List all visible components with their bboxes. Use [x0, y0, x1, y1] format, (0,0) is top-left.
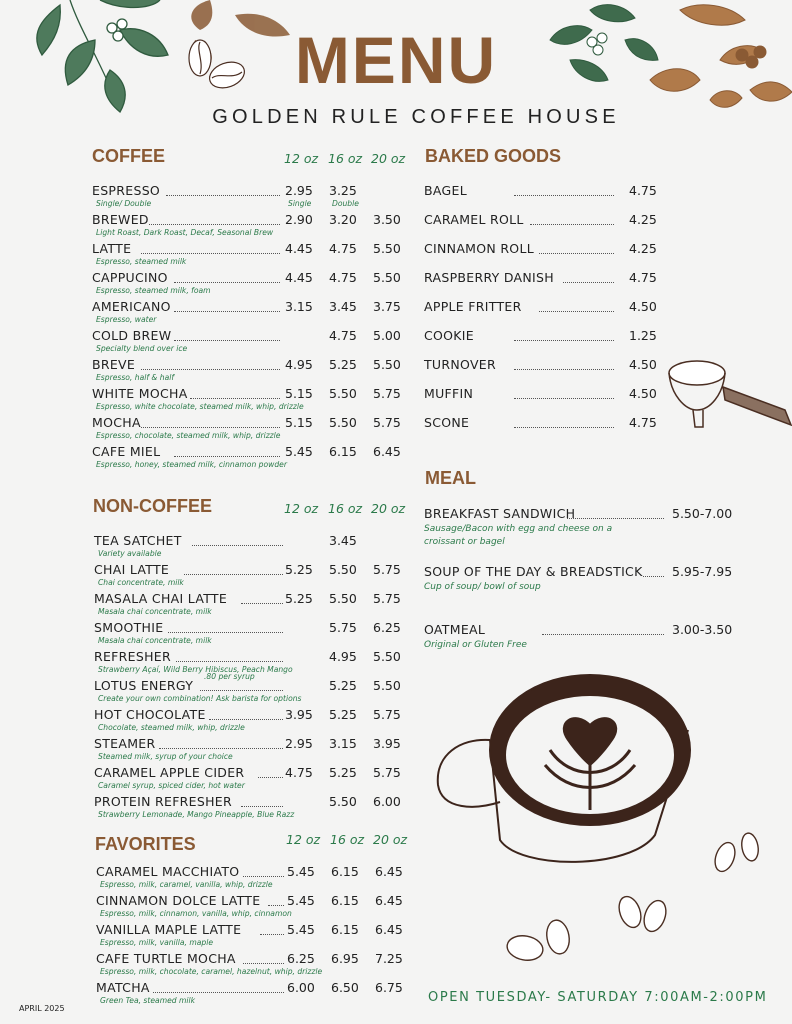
price-20oz: 7.25	[375, 951, 403, 966]
col-20oz-noncoffee: 20 oz	[371, 501, 406, 516]
dotted-leader	[258, 777, 283, 778]
price-16oz: 6.50	[331, 980, 359, 995]
dotted-leader	[174, 282, 280, 283]
item-name: CARAMEL ROLL	[424, 212, 524, 227]
coffee-beans-sketch	[500, 820, 770, 970]
dotted-leader	[243, 963, 284, 964]
price-12oz: 5.25	[285, 591, 313, 606]
baked-item	[424, 241, 664, 271]
item-description: Cup of soup/ bowl of soup	[424, 582, 541, 592]
dotted-leader	[192, 545, 283, 546]
price-20oz: 6.75	[375, 980, 403, 995]
item-price: 5.95-7.95	[672, 564, 733, 579]
price-12oz: 3.15	[285, 299, 313, 314]
baked-item	[424, 212, 664, 242]
baked-item	[424, 328, 664, 358]
dotted-leader	[514, 340, 614, 341]
price-16oz: 4.75	[329, 270, 357, 285]
price-16oz: 5.50	[329, 386, 357, 401]
price-20oz: 5.75	[373, 765, 401, 780]
item-description: Espresso, milk, cinnamon, vanilla, whip, cinnamon	[100, 909, 292, 918]
item-price: 5.50-7.00	[672, 506, 733, 521]
item-description: Original or Gluten Free	[424, 640, 527, 650]
item-price: 1.25	[629, 328, 657, 343]
dotted-leader	[260, 934, 284, 935]
baked-item	[424, 299, 664, 329]
item-description: Specialty blend over ice	[96, 344, 188, 353]
noncoffee-item	[94, 672, 424, 708]
price-12oz: 5.45	[287, 922, 315, 937]
baked-item	[424, 183, 664, 213]
price-12oz: 6.25	[287, 951, 315, 966]
price-12oz: 4.45	[285, 241, 313, 256]
price-16oz: 5.25	[329, 765, 357, 780]
dotted-leader	[643, 576, 664, 577]
dotted-leader	[209, 719, 283, 720]
price-20oz: 3.75	[373, 299, 401, 314]
item-name: CINNAMON ROLL	[424, 241, 534, 256]
baked-item	[424, 386, 664, 416]
price-16oz: 4.95	[329, 649, 357, 664]
coffee-item	[92, 212, 422, 242]
price-20oz: 5.75	[373, 562, 401, 577]
dotted-leader	[567, 518, 664, 519]
item-name: LATTE	[92, 241, 132, 256]
item-name: RASPBERRY DANISH	[424, 270, 554, 285]
item-price: 4.75	[629, 183, 657, 198]
cafe-name: GOLDEN RULE COFFEE HOUSE	[212, 106, 620, 128]
price-16oz: 5.25	[329, 357, 357, 372]
item-description: Light Roast, Dark Roast, Decaf, Seasonal Brew	[96, 228, 274, 237]
price-16oz: 3.45	[329, 533, 357, 548]
item-name: BREWED	[92, 212, 149, 227]
col-16oz-favorites: 16 oz	[330, 832, 365, 847]
dotted-leader	[149, 224, 280, 225]
dotted-leader	[241, 603, 283, 604]
price-12oz: 2.95	[285, 183, 313, 198]
coffee-item	[92, 415, 422, 445]
item-name: BREAKFAST SANDWICH	[424, 506, 576, 521]
price-12oz: 6.00	[287, 980, 315, 995]
item-name: HOT CHOCOLATE	[94, 707, 206, 722]
price-20oz: 6.45	[373, 444, 401, 459]
price-16oz: 5.50	[329, 591, 357, 606]
price-20oz: 6.25	[373, 620, 401, 635]
dotted-leader	[174, 311, 280, 312]
item-description: Espresso, water	[96, 315, 157, 324]
price-20oz: 5.75	[373, 415, 401, 430]
price-16oz: 6.95	[331, 951, 359, 966]
item-description: Strawberry Lemonade, Mango Pineapple, Blue Razz	[98, 810, 295, 819]
price-16oz: 3.25	[329, 183, 357, 198]
item-name: REFRESHER	[94, 649, 171, 664]
dotted-leader	[174, 340, 280, 341]
item-description: Espresso, chocolate, steamed milk, whip, drizzle	[96, 431, 281, 440]
price-16oz: 6.15	[331, 864, 359, 879]
item-price: 4.50	[629, 386, 657, 401]
price-12oz: 2.90	[285, 212, 313, 227]
price-16oz: 3.45	[329, 299, 357, 314]
item-name: SCONE	[424, 415, 470, 430]
col-12oz-favorites: 12 oz	[286, 832, 321, 847]
item-name: MUFFIN	[424, 386, 474, 401]
coffee-item	[92, 299, 422, 329]
item-description: Espresso, white chocolate, steamed milk, whip, drizzle	[96, 402, 304, 411]
noncoffee-item	[94, 736, 424, 766]
meal-item	[424, 564, 744, 614]
item-description: Espresso, steamed milk	[96, 257, 187, 266]
dotted-leader	[159, 748, 283, 749]
item-name: PROTEIN REFRESHER	[94, 794, 232, 809]
dotted-leader	[184, 574, 283, 575]
item-name: SOUP OF THE DAY & BREADSTICK	[424, 564, 643, 579]
price-20oz: 5.75	[373, 591, 401, 606]
dotted-leader	[141, 253, 280, 254]
opening-hours: OPEN TUESDAY- SATURDAY 7:00AM-2:00PM	[428, 990, 768, 1005]
price-16oz: 5.25	[329, 707, 357, 722]
item-name: CINNAMON DOLCE LATTE	[96, 893, 261, 908]
item-name: CAFE TURTLE MOCHA	[96, 951, 236, 966]
price-12oz: 4.95	[285, 357, 313, 372]
dotted-leader	[153, 992, 284, 993]
col-20oz-favorites: 20 oz	[373, 832, 408, 847]
menu-date: APRIL 2025	[19, 1004, 65, 1013]
section-noncoffee-title: NON-COFFEE	[93, 496, 212, 516]
item-description: Caramel syrup, spiced cider, hot water	[98, 781, 245, 790]
item-description: Strawberry Açaí, Wild Berry Hibiscus, Peach Mango	[98, 665, 293, 674]
col-20oz-coffee: 20 oz	[371, 151, 406, 166]
price-16oz: 5.50	[329, 415, 357, 430]
item-name: BREVE	[92, 357, 136, 372]
item-description: Espresso, honey, steamed milk, cinnamon powder	[96, 460, 287, 469]
price-20oz: 6.45	[375, 864, 403, 879]
item-name: COLD BREW	[92, 328, 172, 343]
item-description: Espresso, milk, caramel, vanilla, whip, drizzle	[100, 880, 273, 889]
noncoffee-item	[94, 591, 424, 621]
noncoffee-item	[94, 794, 424, 824]
price-12oz: 2.95	[285, 736, 313, 751]
item-description: Espresso, steamed milk, foam	[96, 286, 211, 295]
menu-title: MENU	[294, 23, 498, 97]
dotted-leader	[563, 282, 614, 283]
dotted-leader	[168, 632, 283, 633]
price-12oz: 4.75	[285, 765, 313, 780]
favorites-item	[96, 951, 426, 981]
dotted-leader	[243, 876, 284, 877]
noncoffee-item	[94, 765, 424, 795]
price-20oz: 3.95	[373, 736, 401, 751]
price-subtitle: Double	[332, 199, 359, 208]
col-12oz-coffee: 12 oz	[284, 151, 319, 166]
item-name: LOTUS ENERGY	[94, 678, 194, 693]
item-price: 4.75	[629, 415, 657, 430]
section-meal-title: MEAL	[425, 468, 476, 488]
meal-item	[424, 622, 744, 672]
item-name: SMOOTHIE	[94, 620, 164, 635]
price-12oz: 5.45	[287, 893, 315, 908]
price-12oz: 5.45	[285, 444, 313, 459]
item-name: MASALA CHAI LATTE	[94, 591, 228, 606]
baked-item	[424, 270, 664, 300]
price-20oz: 5.50	[373, 649, 401, 664]
dotted-leader	[514, 369, 614, 370]
dotted-leader	[200, 690, 283, 691]
noncoffee-item	[94, 533, 424, 563]
coffee-item	[92, 328, 422, 358]
noncoffee-item	[94, 707, 424, 737]
dotted-leader	[166, 195, 280, 196]
item-description: Masala chai concentrate, milk	[98, 607, 212, 616]
dotted-leader	[514, 427, 614, 428]
price-12oz: 5.25	[285, 562, 313, 577]
item-description: Masala chai concentrate, milk	[98, 636, 212, 645]
col-12oz-noncoffee: 12 oz	[284, 501, 319, 516]
coffee-item	[92, 241, 422, 271]
noncoffee-item	[94, 620, 424, 650]
price-20oz: 6.45	[375, 893, 403, 908]
item-description: Green Tea, steamed milk	[100, 996, 196, 1005]
price-20oz: 6.00	[373, 794, 401, 809]
item-name: MATCHA	[96, 980, 150, 995]
item-name: COOKIE	[424, 328, 474, 343]
price-20oz: 5.50	[373, 241, 401, 256]
item-description: Variety available	[98, 549, 162, 558]
noncoffee-item	[94, 562, 424, 592]
item-price: 4.25	[629, 212, 657, 227]
price-16oz: 3.20	[329, 212, 357, 227]
dotted-leader	[514, 195, 614, 196]
price-20oz: 5.50	[373, 357, 401, 372]
dotted-leader	[141, 369, 280, 370]
price-20oz: 6.45	[375, 922, 403, 937]
price-20oz: 3.50	[373, 212, 401, 227]
dotted-leader	[539, 253, 614, 254]
item-price: 4.25	[629, 241, 657, 256]
coffee-item	[92, 386, 422, 416]
item-name: CHAI LATTE	[94, 562, 170, 577]
price-16oz: 5.75	[329, 620, 357, 635]
section-baked-title: BAKED GOODS	[425, 146, 562, 166]
dotted-leader	[539, 311, 614, 312]
item-description: Steamed milk, syrup of your choice	[98, 752, 233, 761]
coffee-item	[92, 357, 422, 387]
price-12oz: 4.45	[285, 270, 313, 285]
item-name: APPLE FRITTER	[424, 299, 522, 314]
dotted-leader	[141, 427, 280, 428]
price-16oz: 5.25	[329, 678, 357, 693]
price-16oz: 4.75	[329, 241, 357, 256]
item-name: STEAMER	[94, 736, 156, 751]
item-name: MOCHA	[92, 415, 141, 430]
item-name: CAPPUCINO	[92, 270, 168, 285]
item-description: Create your own combination! Ask barista for options	[98, 694, 302, 703]
dotted-leader	[514, 398, 614, 399]
dotted-leader	[190, 398, 280, 399]
price-subtitle: Single	[288, 199, 312, 208]
meal-item	[424, 506, 744, 556]
item-name: CARAMEL APPLE CIDER	[94, 765, 245, 780]
col-16oz-coffee: 16 oz	[328, 151, 363, 166]
price-12oz: 5.15	[285, 415, 313, 430]
item-name: WHITE MOCHA	[92, 386, 188, 401]
item-name: OATMEAL	[424, 622, 486, 637]
price-20oz: 5.50	[373, 678, 401, 693]
item-description: Sausage/Bacon with egg and cheese on a croissant or bagel	[424, 524, 613, 547]
item-name: ESPRESSO	[92, 183, 161, 198]
price-20oz: 5.50	[373, 270, 401, 285]
dotted-leader	[542, 634, 664, 635]
item-price: 4.75	[629, 270, 657, 285]
item-price: 4.50	[629, 299, 657, 314]
favorites-item	[96, 922, 426, 952]
price-16oz: 6.15	[331, 922, 359, 937]
price-20oz: 5.75	[373, 707, 401, 722]
favorites-item	[96, 864, 426, 894]
favorites-item	[96, 980, 426, 1010]
price-12oz: 5.45	[287, 864, 315, 879]
dotted-leader	[241, 806, 283, 807]
dotted-leader	[268, 905, 284, 906]
item-description: Single/ Double	[96, 199, 152, 208]
item-price-note: .80 per syrup	[204, 672, 255, 681]
price-16oz: 6.15	[331, 893, 359, 908]
item-name: CAFE MIEL	[92, 444, 161, 459]
item-description: Espresso, milk, vanilla, maple	[100, 938, 214, 947]
price-16oz: 4.75	[329, 328, 357, 343]
price-16oz: 5.50	[329, 562, 357, 577]
price-16oz: 3.15	[329, 736, 357, 751]
item-price: 3.00-3.50	[672, 622, 733, 637]
portafilter-sketch	[665, 355, 792, 445]
coffee-item	[92, 444, 422, 474]
price-16oz: 5.50	[329, 794, 357, 809]
price-12oz: 3.95	[285, 707, 313, 722]
col-16oz-noncoffee: 16 oz	[328, 501, 363, 516]
item-name: BAGEL	[424, 183, 467, 198]
price-16oz: 6.15	[329, 444, 357, 459]
noncoffee-item	[94, 649, 424, 679]
dotted-leader	[530, 224, 614, 225]
coffee-item	[92, 270, 422, 300]
item-name: AMERICANO	[92, 299, 171, 314]
price-20oz: 5.75	[373, 386, 401, 401]
item-name: CARAMEL MACCHIATO	[96, 864, 240, 879]
item-description: Chai concentrate, milk	[98, 578, 184, 587]
item-description: Espresso, milk, chocolate, caramel, hazelnut, whip, drizzle	[100, 967, 323, 976]
baked-item	[424, 357, 664, 387]
item-name: TEA SATCHET	[94, 533, 182, 548]
dotted-leader	[174, 456, 280, 457]
item-price: 4.50	[629, 357, 657, 372]
item-description: Chocolate, steamed milk, whip, drizzle	[98, 723, 245, 732]
coffee-item	[92, 183, 422, 213]
baked-item	[424, 415, 664, 445]
item-name: VANILLA MAPLE LATTE	[96, 922, 242, 937]
dotted-leader	[176, 661, 283, 662]
price-12oz: 5.15	[285, 386, 313, 401]
section-favorites-title: FAVORITES	[95, 834, 196, 854]
favorites-item	[96, 893, 426, 923]
item-description: Espresso, half & half	[96, 373, 175, 382]
price-20oz: 5.00	[373, 328, 401, 343]
section-coffee-title: COFFEE	[92, 146, 166, 166]
item-name: TURNOVER	[424, 357, 496, 372]
